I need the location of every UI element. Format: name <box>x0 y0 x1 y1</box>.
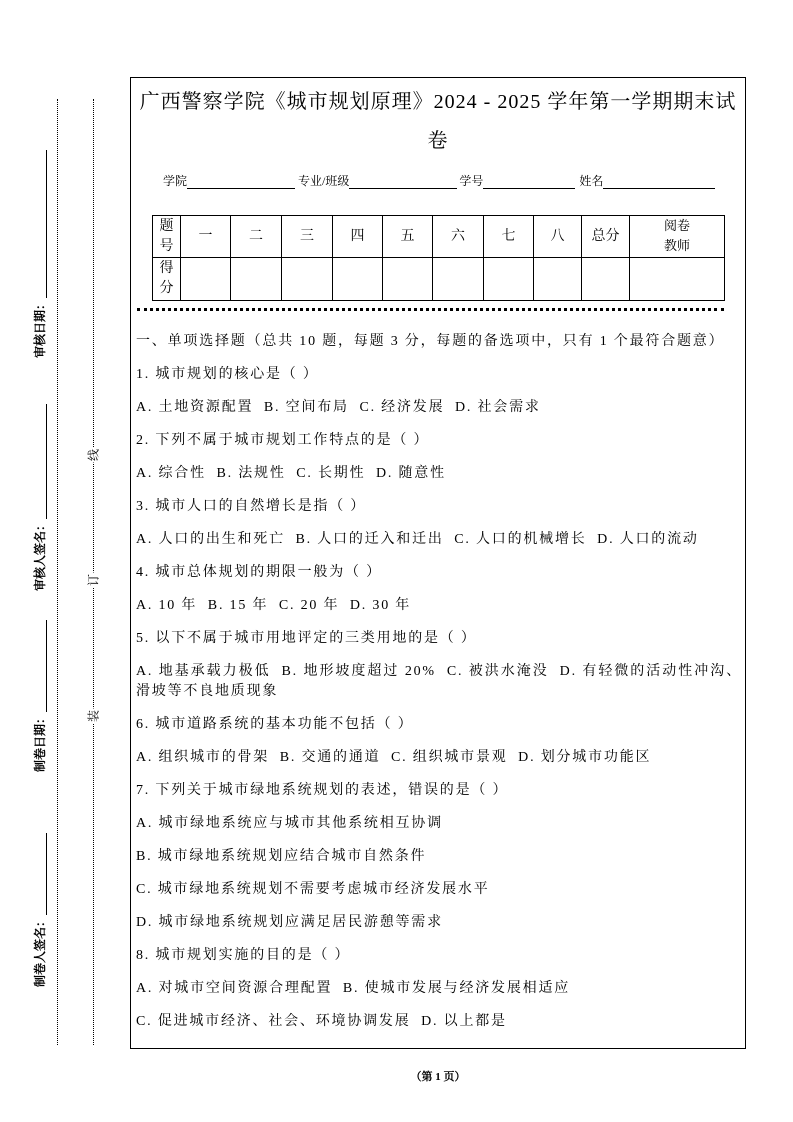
college-label: 学院 <box>163 174 188 188</box>
paper-date-blank <box>33 620 47 712</box>
score-cell <box>181 258 231 301</box>
score-cell <box>282 258 333 301</box>
paper-date-label: 制卷日期： <box>33 711 47 772</box>
score-table-header-cell-5: 五 <box>383 216 433 258</box>
score-table <box>152 215 725 301</box>
question-5-stem: 5. 以下不属于城市用地评定的三类用地的是（ ） <box>136 631 477 646</box>
review-date-label: 审核日期： <box>33 297 47 358</box>
question-8-stem: 8. 城市规划实施的目的是（ ） <box>136 948 351 963</box>
question-3-options: A. 人口的出生和死亡 B. 人口的迁入和迁出 C. 人口的机械增长 D. 人口的流动 <box>136 532 699 547</box>
student-id-label: 学号 <box>459 174 484 188</box>
total-score-cell <box>582 258 630 301</box>
score-table-header-cell-2: 二 <box>231 216 282 258</box>
question-8-options-line-2: C. 促进城市经济、社会、环境协调发展 D. 以上都是 <box>136 1014 507 1029</box>
question-6-options: A. 组织城市的骨架 B. 交通的通道 C. 组织城市景观 D. 划分城市功能区 <box>136 750 652 765</box>
single-choice-section <box>136 332 742 1045</box>
grader-label: 阅卷教师 <box>663 218 690 253</box>
score-table-header-cell-8: 八 <box>534 216 582 258</box>
score-row-header <box>153 258 181 301</box>
score-cell <box>383 258 433 301</box>
grader-cell <box>630 258 725 301</box>
score-cell <box>433 258 484 301</box>
exam-title-continued: 卷 <box>427 130 449 152</box>
question-2-options: A. 综合性 B. 法规性 C. 长期性 D. 随意性 <box>136 466 446 481</box>
major-class-blank <box>349 174 457 189</box>
question-7-option-a: A. 城市绿地系统应与城市其他系统相互协调 <box>136 816 443 831</box>
question-5-options: A. 地基承载力极低 B. 地形坡度超过 20% C. 被洪水淹没 D. 有轻微的活动性冲沟、滑坡等不良地质现象 <box>136 664 742 699</box>
name-blank <box>603 174 715 189</box>
score-row-label: 得分 <box>159 261 174 296</box>
page-number: （第 1 页） <box>410 1071 466 1083</box>
score-cell <box>534 258 582 301</box>
question-number-label: 题号 <box>159 218 174 254</box>
score-row <box>153 258 725 301</box>
student-id-blank <box>483 174 575 189</box>
score-cell <box>333 258 383 301</box>
review-date-blank <box>33 150 47 298</box>
cut-mark-xian: 线 <box>86 449 101 462</box>
cut-mark-zhuang: 装 <box>86 710 101 723</box>
paper-author-signature-label: 制卷人签名： <box>33 914 47 987</box>
question-8-options-line-1: A. 对城市空间资源合理配置 B. 使城市发展与经济发展相适应 <box>136 981 571 996</box>
paper-date-field <box>33 620 47 772</box>
question-7-option-c: C. 城市绿地系统规划不需要考虑城市经济发展水平 <box>136 882 490 897</box>
score-table-header-cell-6: 六 <box>433 216 484 258</box>
question-3-stem: 3. 城市人口的自然增长是指（ ） <box>136 499 367 514</box>
question-number-header <box>153 216 181 258</box>
question-4-options: A. 10 年 B. 15 年 C. 20 年 D. 30 年 <box>136 598 412 613</box>
grader-header <box>630 216 725 258</box>
dotted-separator <box>137 308 724 311</box>
question-2-stem: 2. 下列不属于城市规划工作特点的是（ ） <box>136 433 430 448</box>
question-6-stem: 6. 城市道路系统的基本功能不包括（ ） <box>136 717 414 732</box>
reviewer-signature-label: 审核人签名： <box>33 518 47 591</box>
question-1-stem: 1. 城市规划的核心是（ ） <box>136 367 319 382</box>
total-score-header: 总分 <box>582 216 630 258</box>
name-label: 姓名 <box>579 174 604 188</box>
question-4-stem: 4. 城市总体规划的期限一般为（ ） <box>136 565 382 580</box>
score-cell <box>484 258 534 301</box>
review-date-field <box>33 150 47 358</box>
score-cell <box>231 258 282 301</box>
score-table-header-cell-1: 一 <box>181 216 231 258</box>
paper-author-signature-field <box>33 833 47 987</box>
question-7-stem: 7. 下列关于城市绿地系统规划的表述，错误的是（ ） <box>136 783 509 798</box>
score-table-header-row <box>153 216 725 258</box>
student-info-row <box>163 173 715 189</box>
paper-author-signature-blank <box>33 833 47 915</box>
score-table-header-cell-3: 三 <box>282 216 333 258</box>
section-heading: 一、单项选择题（总共 10 题，每题 3 分，每题的备选项中，只有 1 个最符合题意） <box>136 334 725 349</box>
exam-title: 广西警察学院《城市规划原理》2024 - 2025 学年第一学期期末试 <box>139 91 737 113</box>
reviewer-signature-blank <box>33 404 47 519</box>
college-blank <box>187 174 295 189</box>
score-table-header-cell-4: 四 <box>333 216 383 258</box>
major-class-label: 专业/班级 <box>298 174 350 188</box>
cut-mark-ding: 订 <box>86 574 101 587</box>
reviewer-signature-field <box>33 404 47 591</box>
question-7-option-b: B. 城市绿地系统规划应结合城市自然条件 <box>136 849 427 864</box>
outer-dotted-binding-line <box>57 99 58 1045</box>
score-table-header-cell-7: 七 <box>484 216 534 258</box>
question-7-option-d: D. 城市绿地系统规划应满足居民游憩等需求 <box>136 915 443 930</box>
question-1-options: A. 土地资源配置 B. 空间布局 C. 经济发展 D. 社会需求 <box>136 400 541 415</box>
